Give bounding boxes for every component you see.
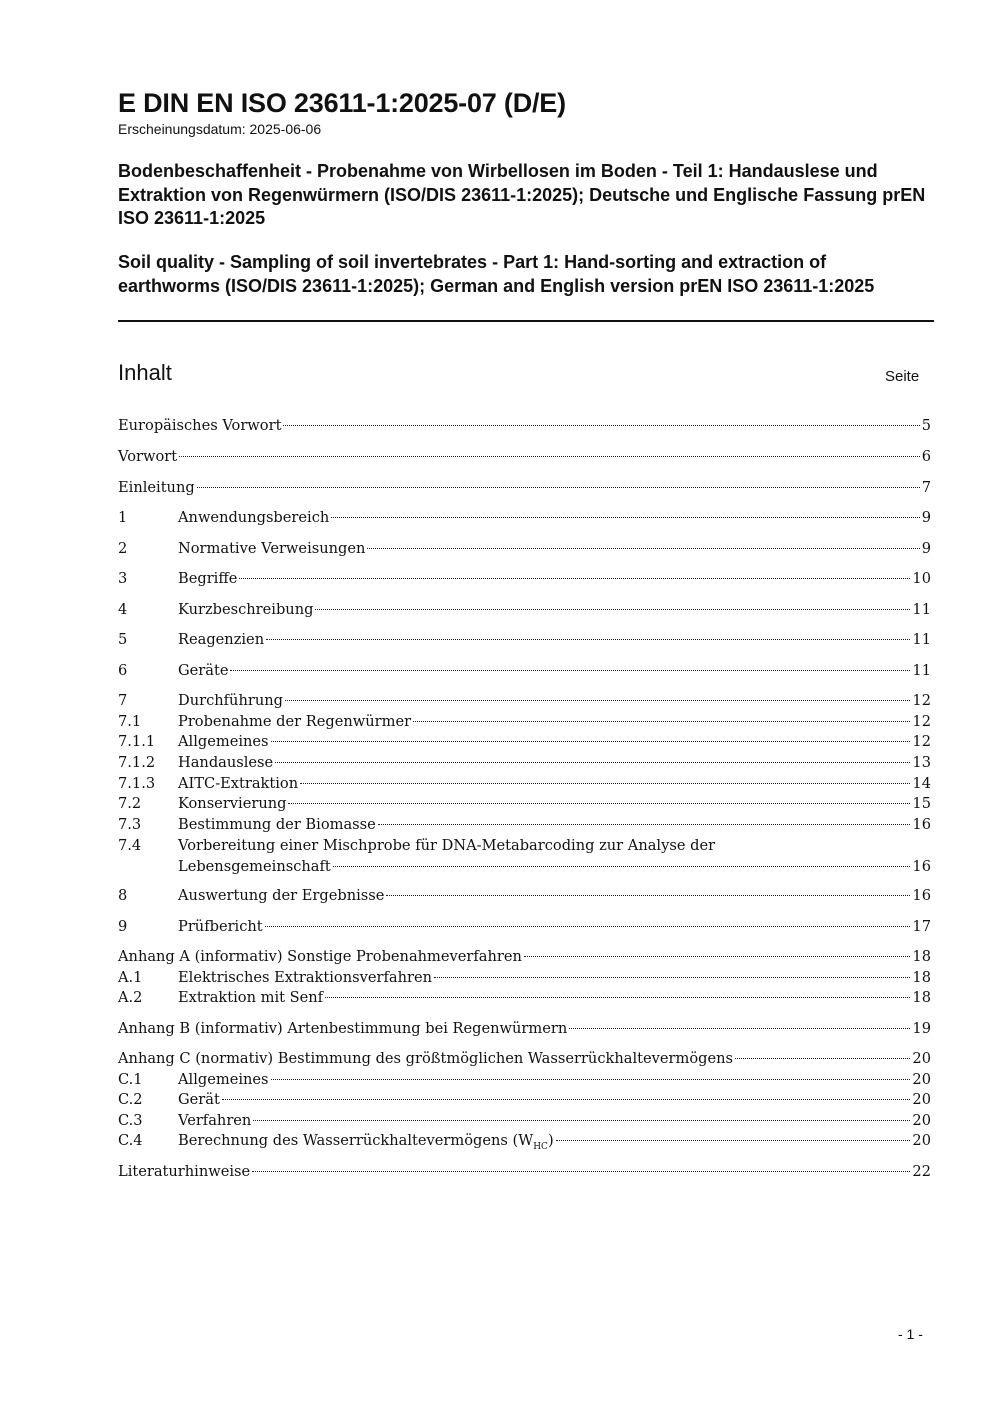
toc-entry-title: Anwendungsbereich xyxy=(178,509,330,526)
toc-entry-page: 16 xyxy=(912,816,931,833)
toc-entry[interactable] xyxy=(118,1090,931,1110)
toc-dot-leader xyxy=(386,894,910,896)
toc-entry-page: 11 xyxy=(912,601,931,618)
toc-dot-leader xyxy=(253,1119,910,1121)
toc-entry-number: 7.1 xyxy=(118,713,142,730)
toc-entry-title: Berechnung des Wasserrückhaltevermögens $(W_{HC})$ xyxy=(178,1132,554,1152)
toc-entry-number: 7.1.1 xyxy=(118,733,156,750)
toc-entry-number: A.1 xyxy=(118,969,143,986)
toc-entry-page: 14 xyxy=(912,775,931,792)
toc-entry[interactable] xyxy=(118,836,931,856)
toc-entry-title: AITC-Extraktion xyxy=(178,775,299,792)
toc-entry[interactable] xyxy=(118,732,931,752)
toc-entry[interactable] xyxy=(118,1049,931,1069)
toc-entry-page: 18 xyxy=(912,989,931,1006)
toc-entry-page: 12 xyxy=(912,692,931,709)
toc-entry-page: 18 xyxy=(912,969,931,986)
toc-entry-number: 7.1.2 xyxy=(118,754,156,771)
toc-entry[interactable] xyxy=(118,600,931,620)
toc-entry-number: 9 xyxy=(118,918,128,935)
toc-entry-title: Reagenzien xyxy=(178,631,265,648)
toc-dot-leader xyxy=(735,1057,910,1059)
toc-entry-title: Anhang B (informativ) Artenbestimmung bei Regenwürmern xyxy=(118,1020,568,1037)
toc-entry[interactable] xyxy=(118,968,931,988)
toc-entry-number: 6 xyxy=(118,662,128,679)
toc-entry-number: 5 xyxy=(118,631,128,648)
toc-entry-page: 9 xyxy=(921,540,931,557)
page-number: - 1 - xyxy=(898,1326,923,1342)
publication-date: Erscheinungsdatum: 2025-06-06 xyxy=(118,121,322,137)
toc-entry-number: 2 xyxy=(118,540,128,557)
toc-page-column-label: Seite xyxy=(885,368,920,385)
toc-dot-leader xyxy=(288,802,910,804)
toc-entry-page: 11 xyxy=(912,631,931,648)
toc-entry-page: 15 xyxy=(912,795,931,812)
toc-dot-leader xyxy=(524,955,911,957)
toc-entry-number: A.2 xyxy=(118,989,143,1006)
toc-entry-title: Anhang C (normativ) Bestimmung des größtmöglichen Wasserrückhaltevermögens xyxy=(118,1050,733,1067)
toc-entry-page: 17 xyxy=(912,918,931,935)
toc-entry-page: 9 xyxy=(921,509,931,526)
toc-dot-leader xyxy=(413,720,910,722)
toc-dot-leader xyxy=(333,865,911,867)
toc-entry-continuation[interactable] xyxy=(118,857,931,877)
toc-entry-number: 8 xyxy=(118,887,128,904)
toc-entry[interactable] xyxy=(118,416,931,436)
toc-entry-title: Kurzbeschreibung xyxy=(178,601,314,618)
toc-dot-leader xyxy=(271,1078,911,1080)
toc-entry-number: 7.4 xyxy=(118,837,142,854)
toc-entry-page: 7 xyxy=(921,479,931,496)
toc-dot-leader xyxy=(275,761,910,763)
toc-entry[interactable] xyxy=(118,447,931,467)
toc-entry-page: 13 xyxy=(912,754,931,771)
toc-entry-page: 22 xyxy=(912,1163,931,1180)
toc-entry[interactable] xyxy=(118,1111,931,1131)
toc-entry-number: 3 xyxy=(118,570,128,587)
title-german: Bodenbeschaffenheit - Probenahme von Wirbellosen im Boden - Teil 1: Handauslese und Extraktion von Regenwürmern (ISO/DIS 23611-1:2025); Deutsche und Englische Fassung prEN ISO 23611-1:2025 xyxy=(118,161,926,228)
toc-entry[interactable] xyxy=(118,508,931,528)
toc-entry-number: C.4 xyxy=(118,1132,143,1149)
toc-entry[interactable] xyxy=(118,661,931,681)
subscript-hc: HC xyxy=(533,1141,548,1152)
toc-entry-page: 20 xyxy=(912,1112,931,1129)
toc-entry-page: 5 xyxy=(921,417,931,434)
toc-entry-title: Konservierung xyxy=(178,795,287,812)
toc-dot-leader xyxy=(434,976,910,978)
toc-entry-page: 19 xyxy=(912,1020,931,1037)
toc-entry-page: 16 xyxy=(912,887,931,904)
toc-entry-page: 20 xyxy=(912,1071,931,1088)
toc-entry[interactable] xyxy=(118,1019,931,1039)
toc-entry-title: Allgemeines xyxy=(178,1071,269,1088)
toc-entry-page: 10 xyxy=(912,570,931,587)
toc-dot-leader xyxy=(300,782,910,784)
toc-entry-number: C.3 xyxy=(118,1112,143,1129)
toc-dot-leader xyxy=(378,823,911,825)
toc-dot-leader xyxy=(230,669,910,671)
toc-entry-title: Elektrisches Extraktionsverfahren xyxy=(178,969,432,986)
toc-entry[interactable] xyxy=(118,917,931,937)
toc-entry-title: Allgemeines xyxy=(178,733,269,750)
toc-entry-title: Literaturhinweise xyxy=(118,1163,251,1180)
toc-entry[interactable] xyxy=(118,947,931,967)
toc-entry-page: 12 xyxy=(912,713,931,730)
toc-dot-leader xyxy=(285,699,910,701)
document-number: E DIN EN ISO 23611-1:2025-07 (D/E) xyxy=(118,88,566,118)
toc-dot-leader xyxy=(283,424,919,426)
toc-entry[interactable] xyxy=(118,1162,931,1182)
toc-entry[interactable] xyxy=(118,539,931,559)
toc-entry-number: 7.1.3 xyxy=(118,775,156,792)
toc-entry-page: 11 xyxy=(912,662,931,679)
toc-entry[interactable] xyxy=(118,815,931,835)
toc-entry-title: Gerät xyxy=(178,1091,220,1108)
toc-entry-title: Vorwort xyxy=(118,448,178,465)
toc-entry[interactable] xyxy=(118,886,931,906)
toc-dot-leader xyxy=(271,740,911,742)
toc-entry-title: Geräte xyxy=(178,662,229,679)
toc-entry[interactable] xyxy=(118,691,931,711)
toc-dot-leader xyxy=(252,1170,910,1172)
header-divider xyxy=(118,320,934,322)
toc-dot-leader xyxy=(325,996,910,998)
toc-entry[interactable] xyxy=(118,630,931,650)
toc-entry[interactable] xyxy=(118,478,931,498)
toc-dot-leader xyxy=(179,455,920,457)
toc-entry[interactable] xyxy=(118,1131,931,1151)
toc-entry-number: 7.2 xyxy=(118,795,142,812)
toc-entry-number: C.2 xyxy=(118,1091,143,1108)
toc-entry-title: Einleitung xyxy=(118,479,195,496)
toc-entry[interactable] xyxy=(118,569,931,589)
toc-dot-leader xyxy=(222,1098,911,1100)
toc-entry-title: Verfahren xyxy=(178,1112,252,1129)
toc-dot-leader xyxy=(266,638,910,640)
toc-entry-title: Europäisches Vorwort xyxy=(118,417,282,434)
toc-entry-number: C.1 xyxy=(118,1071,143,1088)
toc-entry-number: 7 xyxy=(118,692,128,709)
toc-entry-page: 16 xyxy=(912,858,931,875)
toc-entry-title-continued: Lebensgemeinschaft xyxy=(178,858,331,875)
toc-entry-title: Auswertung der Ergebnisse xyxy=(178,887,385,904)
toc-entry-number: 7.3 xyxy=(118,816,142,833)
toc-entry-title: Begriffe xyxy=(178,570,238,587)
toc-dot-leader xyxy=(569,1027,910,1029)
toc-entry-title: Bestimmung der Biomasse xyxy=(178,816,376,833)
toc-dot-leader xyxy=(331,516,919,518)
toc-entry-title: Handauslese xyxy=(178,754,274,771)
toc-entry[interactable] xyxy=(118,988,931,1008)
toc-entry-number: 1 xyxy=(118,509,128,526)
toc-entry-title: Durchführung xyxy=(178,692,283,709)
toc-entry-number: 4 xyxy=(118,601,128,618)
toc-entry-title: Extraktion mit Senf xyxy=(178,989,324,1006)
toc-entry-page: 20 xyxy=(912,1132,931,1149)
toc-entry[interactable] xyxy=(118,1070,931,1090)
toc-entry-title: Probenahme der Regenwürmer xyxy=(178,713,412,730)
title-english: Soil quality - Sampling of soil invertebrates - Part 1: Hand-sorting and extraction of earthworms (ISO/DIS 23611-1:2025); German and English version prEN ISO 23611-1:2025 xyxy=(118,252,875,296)
toc-dot-leader xyxy=(556,1139,911,1141)
toc-entry-title: Normative Verweisungen xyxy=(178,540,366,557)
toc-entry-title: Vorbereitung einer Mischprobe für DNA-Metabarcoding zur Analyse der xyxy=(178,837,716,854)
toc-entry[interactable] xyxy=(118,774,931,794)
toc-entry-page: 20 xyxy=(912,1091,931,1108)
toc-dot-leader xyxy=(367,547,919,549)
toc-heading: Inhalt xyxy=(118,360,172,385)
toc-entry[interactable] xyxy=(118,712,931,732)
toc-entry[interactable] xyxy=(118,753,931,773)
toc-dot-leader xyxy=(197,486,920,488)
toc-entry[interactable] xyxy=(118,794,931,814)
toc-entry-page: 20 xyxy=(912,1050,931,1067)
toc-entry-title: Anhang A (informativ) Sonstige Probenahmeverfahren xyxy=(118,948,522,965)
toc-entry-page: 12 xyxy=(912,733,931,750)
toc-entry-page: 6 xyxy=(921,448,931,465)
toc-dot-leader xyxy=(239,577,910,579)
toc-entry-title: Prüfbericht xyxy=(178,918,263,935)
toc-dot-leader xyxy=(265,925,911,927)
toc-dot-leader xyxy=(315,608,910,610)
toc-entry-page: 18 xyxy=(912,948,931,965)
